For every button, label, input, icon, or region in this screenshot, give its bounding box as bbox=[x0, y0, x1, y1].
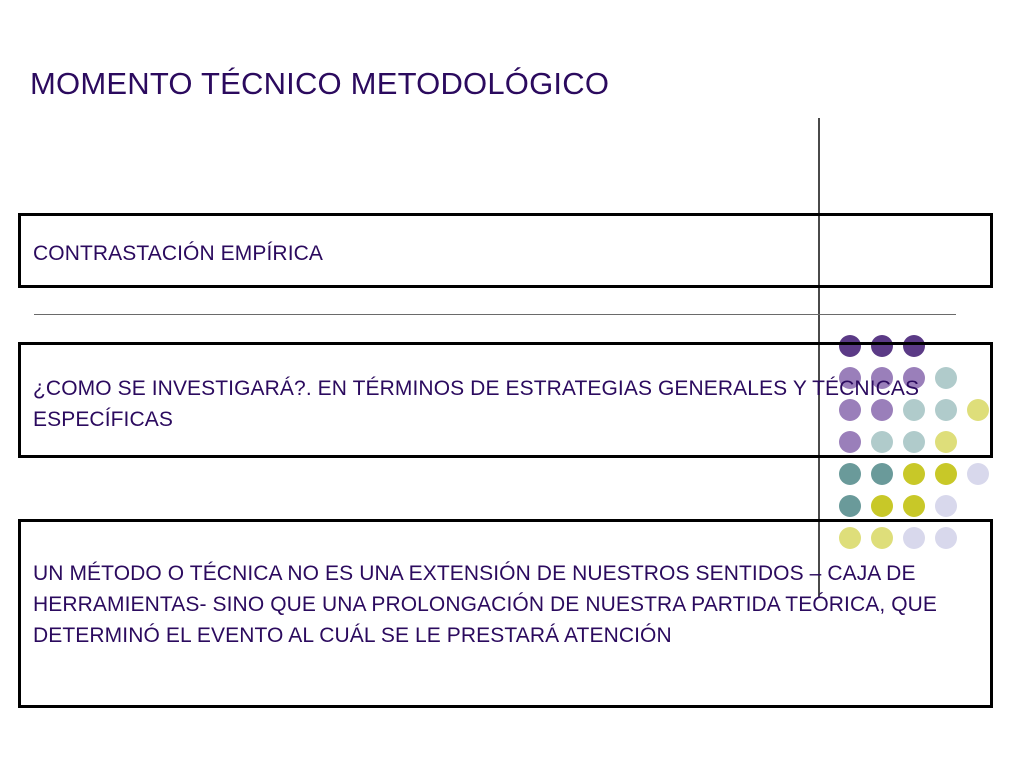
horizontal-divider bbox=[34, 314, 956, 315]
box-text: ¿COMO SE INVESTIGARÁ?. EN TÉRMINOS DE ESTRATEGIAS GENERALES Y TÉCNICAS ESPECÍFICAS bbox=[33, 377, 920, 431]
decorative-dot bbox=[967, 463, 989, 485]
decorative-dot bbox=[839, 463, 861, 485]
content-box-metodo-tecnica bbox=[18, 519, 993, 708]
decorative-dot bbox=[903, 495, 925, 517]
decorative-dot bbox=[839, 495, 861, 517]
decorative-dot bbox=[903, 463, 925, 485]
content-box-contrastacion bbox=[18, 213, 993, 288]
decorative-dot bbox=[871, 495, 893, 517]
decorative-dot bbox=[871, 463, 893, 485]
box-text: UN MÉTODO O TÉCNICA NO ES UNA EXTENSIÓN DE NUESTROS SENTIDOS – CAJA DE HERRAMIENTAS- SINO QUE UNA PROLONGACIÓN DE NUESTRA PARTIDA TEÓRICA, QUE DETERMINÓ EL EVENTO AL CUÁL SE LE PRESTARÁ ATENCIÓN bbox=[33, 562, 938, 647]
decorative-dot bbox=[935, 495, 957, 517]
slide-title: MOMENTO TÉCNICO METODOLÓGICO bbox=[30, 66, 610, 101]
content-box-como-se-investigara bbox=[18, 342, 993, 458]
decorative-dot bbox=[935, 463, 957, 485]
box-text: CONTRASTACIÓN EMPÍRICA bbox=[33, 242, 323, 265]
